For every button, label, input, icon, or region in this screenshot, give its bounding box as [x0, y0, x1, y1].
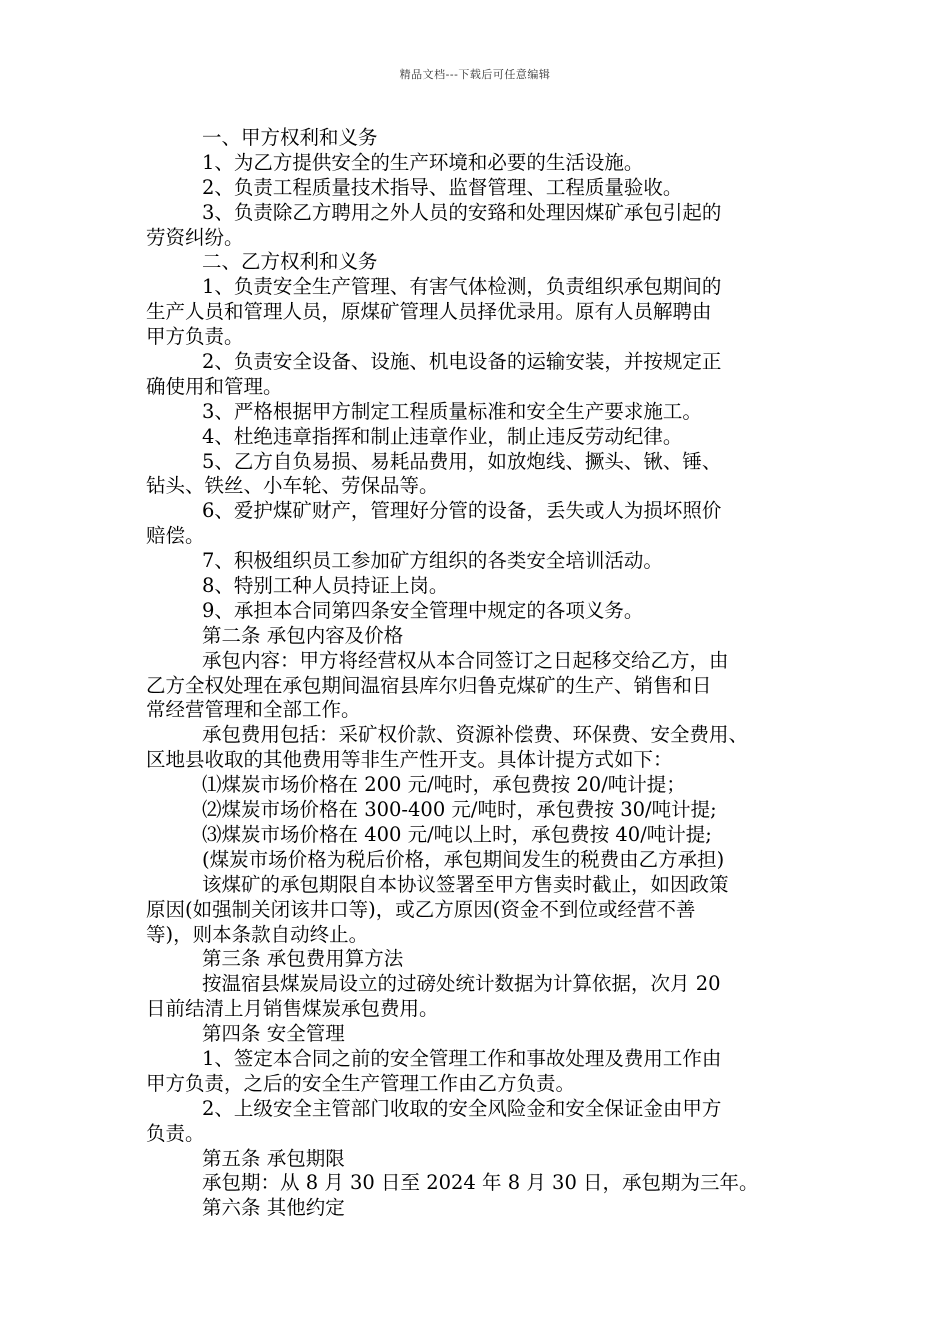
text-line: 2、负责工程质量技术指导、监督管理、工程质量验收。 — [202, 175, 683, 199]
text-line: 第六条 其他约定 — [202, 1196, 345, 1220]
text-line: 二、乙方权利和义务 — [202, 250, 378, 274]
text-line: 1、签定本合同之前的安全管理工作和事故处理及费用工作由 — [202, 1046, 722, 1070]
text-line: ⑶煤炭市场价格在 400 元/吨以上时，承包费按 40/吨计提; — [202, 822, 712, 846]
page-header: 精品文档---下载后可任意编辑 — [399, 68, 551, 81]
text-line: 承包费用包括：采矿权价款、资源补偿费、环保费、安全费用、 — [202, 723, 749, 747]
text-line: 第二条 承包内容及价格 — [202, 623, 404, 647]
text-line: 劳资纠纷。 — [146, 225, 244, 249]
text-line: 钻头、铁丝、小车轮、劳保品等。 — [146, 474, 439, 498]
text-line: 乙方全权处理在承包期间温宿县库尔归鲁克煤矿的生产、销售和日 — [146, 673, 712, 697]
text-line: 甲方负责。 — [146, 325, 244, 349]
text-line: 9、承担本合同第四条安全管理中规定的各项义务。 — [202, 598, 644, 622]
text-line: 日前结清上月销售煤炭承包费用。 — [146, 997, 439, 1021]
text-line: 负责。 — [146, 1121, 205, 1145]
text-line: 常经营管理和全部工作。 — [146, 698, 361, 722]
text-line: ⑵煤炭市场价格在 300-400 元/吨时，承包费按 30/吨计提; — [202, 798, 717, 822]
text-line: 一、甲方权利和义务 — [202, 126, 378, 149]
text-line: 1、为乙方提供安全的生产环境和必要的生活设施。 — [202, 150, 644, 174]
text-line: 8、特别工种人员持证上岗。 — [202, 574, 449, 598]
text-line: 2、负责安全设备、设施、机电设备的运输安装，并按规定正 — [202, 350, 722, 374]
text-line: 3、严格根据甲方制定工程质量标准和安全生产要求施工。 — [202, 399, 702, 423]
text-line: 4、杜绝违章指挥和制止违章作业，制止违反劳动纪律。 — [202, 424, 683, 448]
text-line: 原因(如强制关闭该井口等)，或乙方原因(资金不到位或经营不善 — [146, 897, 696, 921]
text-line: 7、积极组织员工参加矿方组织的各类安全培训活动。 — [202, 549, 663, 573]
text-line: 1、负责安全生产管理、有害气体检测，负责组织承包期间的 — [202, 275, 722, 299]
text-line: 甲方负责，之后的安全生产管理工作由乙方负责。 — [146, 1071, 576, 1095]
text-line: ⑴煤炭市场价格在 200 元/吨时，承包费按 20/吨计提； — [202, 773, 686, 797]
text-line: (煤炭市场价格为税后价格，承包期间发生的税费由乙方承担) — [202, 847, 725, 871]
text-line: 该煤矿的承包期限自本协议签署至甲方售卖时截止，如因政策 — [202, 872, 729, 896]
text-line: 承包内容：甲方将经营权从本合同签订之日起移交给乙方，由 — [202, 648, 729, 672]
text-line: 按温宿县煤炭局设立的过磅处统计数据为计算依据，次月 20 — [202, 972, 721, 996]
text-line: 生产人员和管理人员，原煤矿管理人员择优录用。原有人员解聘由 — [146, 300, 712, 324]
text-line: 等)，则本条款自动终止。 — [146, 922, 369, 946]
text-line: 第五条 承包期限 — [202, 1146, 345, 1170]
text-line: 6、爱护煤矿财产，管理好分管的设备，丢失或人为损坏照价 — [202, 499, 722, 523]
text-line: 第四条 安全管理 — [202, 1022, 345, 1046]
document-body — [146, 126, 818, 1221]
text-line: 区地县收取的其他费用等非生产性开支。具体计提方式如下： — [146, 748, 673, 772]
text-line: 5、乙方自负易损、易耗品费用，如放炮线、撅头、锹、锤、 — [202, 449, 722, 473]
text-line: 确使用和管理。 — [146, 374, 283, 398]
text-line: 2、上级安全主管部门收取的安全风险金和安全保证金由甲方 — [202, 1096, 722, 1120]
text-line: 第三条 承包费用算方法 — [202, 947, 404, 971]
text-line: 3、负责除乙方聘用之外人员的安臵和处理因煤矿承包引起的 — [202, 200, 722, 224]
text-line: 赔偿。 — [146, 524, 205, 548]
text-line: 承包期：从 8 月 30 日至 2024 年 8 月 30 日，承包期为三年。 — [202, 1171, 759, 1195]
